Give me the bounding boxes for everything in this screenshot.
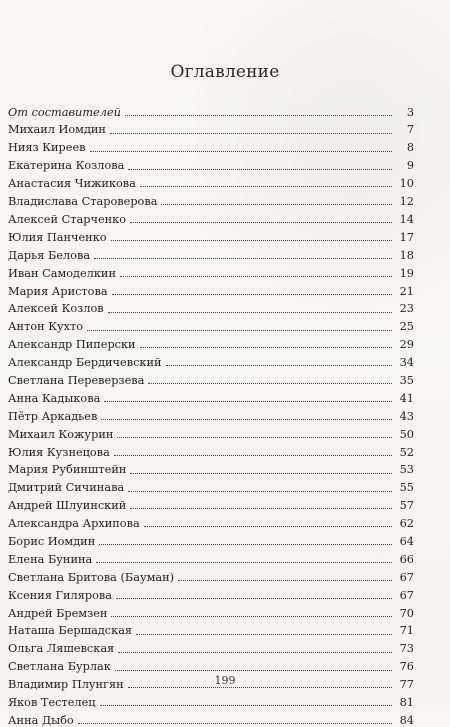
toc-entry-page: 7 (406, 123, 414, 137)
toc-entry-title: Михаил Иомдин (8, 123, 106, 137)
dot-leader (112, 294, 392, 295)
dot-leader (117, 437, 392, 438)
toc-entry-title: Борис Иомдин (8, 534, 96, 548)
toc-entry-page: 76 (399, 660, 414, 674)
toc-entry-page: 52 (399, 445, 414, 459)
dot-leader (130, 508, 392, 509)
dot-leader (128, 169, 392, 170)
table-of-contents (8, 100, 414, 726)
dot-leader (114, 455, 392, 456)
toc-entry-page: 57 (399, 499, 414, 513)
page-number: 199 (214, 674, 236, 687)
toc-entry-title: Пётр Аркадьев (8, 409, 98, 423)
toc-entry (8, 565, 414, 583)
toc-entry-title: Анна Кадыкова (8, 391, 101, 405)
toc-entry (8, 494, 414, 512)
toc-entry (8, 655, 414, 673)
dot-leader (136, 634, 392, 635)
dot-leader (96, 562, 392, 563)
dot-leader (101, 419, 392, 420)
toc-entry-title: Юлия Панченко (8, 230, 107, 244)
dot-leader (100, 705, 392, 706)
dot-leader (130, 222, 392, 223)
toc-entry-title: Ольга Ляшевская (8, 642, 115, 656)
toc-entry-page: 81 (399, 695, 414, 709)
toc-entry (8, 404, 414, 422)
toc-entry (8, 619, 414, 637)
toc-entry-title: От составителей (8, 105, 121, 119)
toc-entry-title: Юлия Кузнецова (8, 445, 110, 459)
toc-entry-page: 34 (399, 356, 414, 370)
dot-leader (125, 115, 392, 116)
toc-entry-title: Андрей Шлуинский (8, 499, 127, 513)
toc-entry-page: 23 (399, 302, 414, 316)
bleed-through-text (238, 36, 418, 47)
toc-entry-title: Елена Бунина (8, 552, 93, 566)
toc-entry (8, 386, 414, 404)
toc-entry-page: 19 (399, 266, 414, 280)
dot-leader (130, 473, 392, 474)
toc-entry-page: 77 (399, 678, 414, 692)
toc-entry (8, 440, 414, 458)
toc-entry (8, 690, 414, 708)
toc-entry-title: Нияз Киреев (8, 141, 86, 155)
toc-entry (8, 637, 414, 655)
toc-entry (8, 207, 414, 225)
dot-leader (148, 383, 392, 384)
toc-entry (8, 333, 414, 351)
toc-entry-title: Анна Дыбо (8, 713, 74, 727)
toc-entry-title: Ксения Гилярова (8, 588, 112, 602)
dot-leader (94, 258, 392, 259)
dot-leader (108, 312, 392, 313)
toc-entry-title: Александр Бердичевский (8, 356, 162, 370)
dot-leader (144, 526, 392, 527)
toc-entry (8, 476, 414, 494)
toc-entry (8, 136, 414, 154)
toc-entry-page: 18 (399, 248, 414, 262)
toc-entry-title: Иван Самоделкин (8, 266, 116, 280)
toc-entry-page: 10 (399, 177, 414, 191)
dot-leader (128, 491, 392, 492)
toc-entry-title: Андрей Бремзен (8, 606, 108, 620)
toc-entry (8, 458, 414, 476)
toc-entry-title: Яков Тестелец (8, 695, 96, 709)
toc-entry-title: Дмитрий Сичинава (8, 481, 125, 495)
toc-entry-title: Мария Рубинштейн (8, 463, 127, 477)
toc-entry-page: 21 (399, 284, 414, 298)
toc-entry-title: Владислава Староверова (8, 195, 158, 209)
toc-entry-page: 67 (399, 588, 414, 602)
toc-entry (8, 189, 414, 207)
toc-entry-title: Наташа Бершадская (8, 624, 133, 638)
toc-entry (8, 297, 414, 315)
toc-entry-page: 3 (406, 105, 414, 119)
toc-entry-title: Антон Кухто (8, 320, 84, 334)
toc-entry-page: 73 (399, 642, 414, 656)
toc-entry-page: 9 (406, 159, 414, 173)
toc-entry (8, 261, 414, 279)
toc-entry (8, 315, 414, 333)
dot-leader (116, 598, 392, 599)
toc-entry-title: Владимир Плунгян (8, 678, 124, 692)
page-title: Оглавление (170, 62, 280, 82)
dot-leader (118, 652, 392, 653)
dot-leader (161, 204, 392, 205)
toc-entry-page: 8 (406, 141, 414, 155)
toc-entry-page: 71 (399, 624, 414, 638)
toc-entry (8, 601, 414, 619)
dot-leader (111, 240, 392, 241)
toc-entry-title: Светлана Переверзева (8, 373, 145, 387)
toc-entry-page: 50 (399, 427, 414, 441)
toc-entry (8, 529, 414, 547)
toc-entry (8, 511, 414, 529)
toc-entry-page: 64 (399, 534, 414, 548)
dot-leader (90, 151, 393, 152)
toc-entry-page: 43 (399, 409, 414, 423)
toc-entry-title: Алексей Старченко (8, 212, 127, 226)
dot-leader (104, 401, 392, 402)
dot-leader (140, 186, 392, 187)
dot-leader (166, 365, 392, 366)
dot-leader (128, 687, 392, 688)
toc-entry-page: 29 (399, 338, 414, 352)
dot-leader (178, 580, 392, 581)
toc-entry-title: Мария Аристова (8, 284, 108, 298)
toc-entry (8, 154, 414, 172)
toc-entry-title: Екатерина Козлова (8, 159, 125, 173)
toc-entry-page: 67 (399, 570, 414, 584)
toc-entry-page: 62 (399, 517, 414, 531)
toc-entry (8, 100, 414, 118)
toc-entry-page: 41 (399, 391, 414, 405)
toc-entry (8, 422, 414, 440)
toc-entry (8, 583, 414, 601)
dot-leader (115, 670, 392, 671)
toc-entry-title: Светлана Бритова (Бауман) (8, 570, 175, 584)
toc-entry-page: 35 (399, 373, 414, 387)
toc-entry-title: Светлана Бурлак (8, 660, 111, 674)
toc-entry-page: 17 (399, 230, 414, 244)
dot-leader (99, 544, 392, 545)
toc-entry (8, 708, 414, 726)
toc-entry-page: 25 (399, 320, 414, 334)
dot-leader (140, 347, 392, 348)
toc-entry (8, 279, 414, 297)
toc-entry-title: Михаил Кожурин (8, 427, 114, 441)
toc-entry-page: 66 (399, 552, 414, 566)
toc-entry (8, 118, 414, 136)
toc-entry-page: 70 (399, 606, 414, 620)
toc-entry-page: 14 (399, 212, 414, 226)
dot-leader (87, 330, 392, 331)
toc-entry-title: Дарья Белова (8, 248, 91, 262)
dot-leader (111, 616, 392, 617)
toc-entry-title: Александр Пиперски (8, 338, 136, 352)
toc-entry (8, 243, 414, 261)
toc-entry-page: 12 (399, 195, 414, 209)
toc-entry (8, 172, 414, 190)
toc-entry-title: Александра Архипова (8, 517, 140, 531)
toc-entry (8, 368, 414, 386)
dot-leader (110, 133, 392, 134)
dot-leader (78, 723, 392, 724)
toc-entry-title: Алексей Козлов (8, 302, 104, 316)
toc-entry-title: Анастасия Чижикова (8, 177, 136, 191)
toc-entry-page: 55 (399, 481, 414, 495)
toc-entry (8, 547, 414, 565)
toc-entry-page: 53 (399, 463, 414, 477)
toc-entry (8, 225, 414, 243)
toc-entry (8, 350, 414, 368)
dot-leader (120, 276, 392, 277)
toc-entry-page: 84 (399, 713, 414, 727)
